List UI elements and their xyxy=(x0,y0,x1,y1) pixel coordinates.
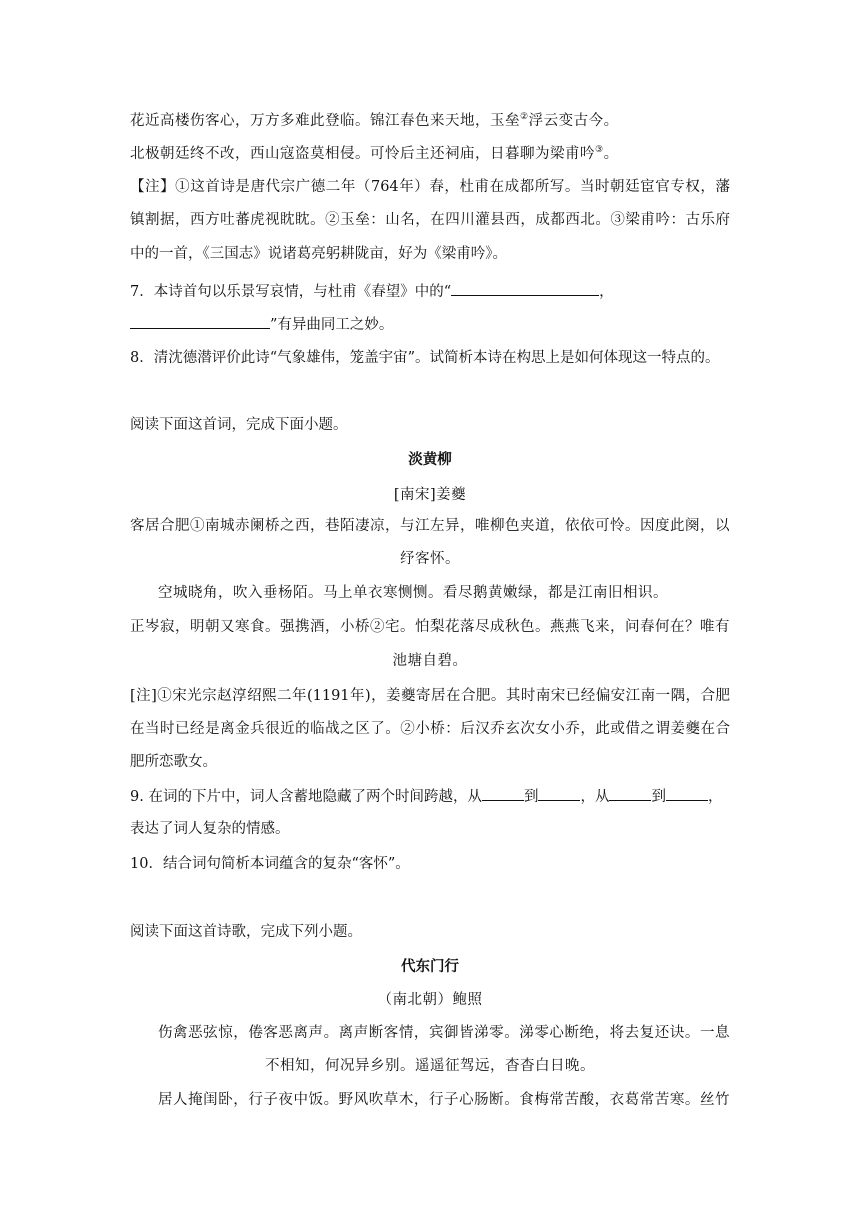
answer-blank[interactable] xyxy=(451,281,599,296)
question-8: 8．清沈德潜评价此诗“气象雄伟，笼盖宇宙”。试简析本诗在构思上是如何体现这一特点的。 xyxy=(130,350,720,366)
poem1-note-line-1: 【注】①这首诗是唐代宗广德二年（764年）春，杜甫在成都所写。当时朝廷宦官专权，藩 xyxy=(130,179,730,195)
stanza-1: 空城晓角，吹入垂杨陌。马上单衣寒恻恻。看尽鹅黄嫩绿，都是江南旧相识。 xyxy=(158,585,668,601)
section2-author: [南宋]姜夔 xyxy=(393,487,467,503)
answer-blank[interactable] xyxy=(609,786,651,801)
section2-title: 淡黄柳 xyxy=(408,451,452,468)
question-9: 9. 在词的下片中，词人含蓄地隐藏了两个时间跨越，从 到 ，从 到 ， xyxy=(130,786,730,807)
section2-note-line-1: [注]①宋光宗赵淳绍熙二年(1191年)，姜夔寄居在合肥。其时南宋已经偏安江南一隅，合肥 xyxy=(130,688,730,704)
section2-note-line-2: 在当时已经是离金兵很近的临战之区了。②小桥：后汉乔玄次女小乔，此或借之谓姜夔在合 xyxy=(130,721,730,737)
poem1-line-1: 花近高楼伤客心，万方多难此登临。锦江春色来天地，玉垒②浮云变古今。 xyxy=(130,112,619,129)
stanza-2-line-1: 正岑寂，明朝又寒食。强携酒，小桥②宅。怕梨花落尽成秋色。燕燕飞来，问春何在？唯有 xyxy=(130,619,730,635)
question-7: 7．本诗首句以乐景写哀情，与杜甫《春望》中的“ ， xyxy=(130,281,730,302)
preface-line-2: 纾客怀。 xyxy=(400,551,460,567)
answer-blank[interactable] xyxy=(666,786,708,801)
poem1-note-line-3: 中的一首，《三国志》说诸葛亮躬耕陇亩，好为《梁甫吟》。 xyxy=(130,246,507,262)
answer-blank[interactable] xyxy=(482,786,524,801)
question-9-cont: 表达了词人复杂的情感。 xyxy=(130,821,290,837)
section3-poem-line-1: 伤禽恶弦惊，倦客恶离声。离声断客情，宾御皆涕零。涕零心断绝，将去复还诀。一息 xyxy=(158,1025,730,1041)
answer-blank[interactable] xyxy=(130,314,270,329)
preface-line-1: 客居合肥①南城赤阑桥之西，巷陌凄凉，与江左异，唯柳色夹道，依依可怜。因度此阕，以 xyxy=(130,518,730,534)
section3-title: 代东门行 xyxy=(401,958,459,975)
section3-poem-line-2: 不相知，何况异乡别。遥遥征驾远，杳杳白日晚。 xyxy=(265,1058,595,1074)
poem1-line-2: 北极朝廷终不改，西山寇盗莫相侵。可怜后主还祠庙，日暮聊为梁甫吟③。 xyxy=(130,145,619,162)
section3-author: （南北朝）鲍照 xyxy=(377,992,483,1008)
answer-blank[interactable] xyxy=(538,786,580,801)
section2-intro: 阅读下面这首词，完成下面小题。 xyxy=(130,417,348,433)
section3-intro: 阅读下面这首诗歌，完成下列小题。 xyxy=(130,924,362,940)
section3-poem-line-3: 居人掩闺卧，行子夜中饭。野风吹草木，行子心肠断。食梅常苦酸，衣葛常苦寒。丝竹 xyxy=(158,1092,730,1108)
stanza-2-line-2: 池塘自碧。 xyxy=(392,653,468,669)
poem1-note-line-2: 镇割据，西方吐蕃虎视眈眈。②玉垒：山名，在四川灌县西，成都西北。③梁甫吟：古乐府 xyxy=(130,212,730,228)
question-7-cont: ”有异曲同工之妙。 xyxy=(130,314,730,335)
section2-note-line-3: 肥所恋歌女。 xyxy=(130,754,217,770)
question-10: 10．结合词句简析本词蕴含的复杂“客怀”。 xyxy=(130,856,410,872)
